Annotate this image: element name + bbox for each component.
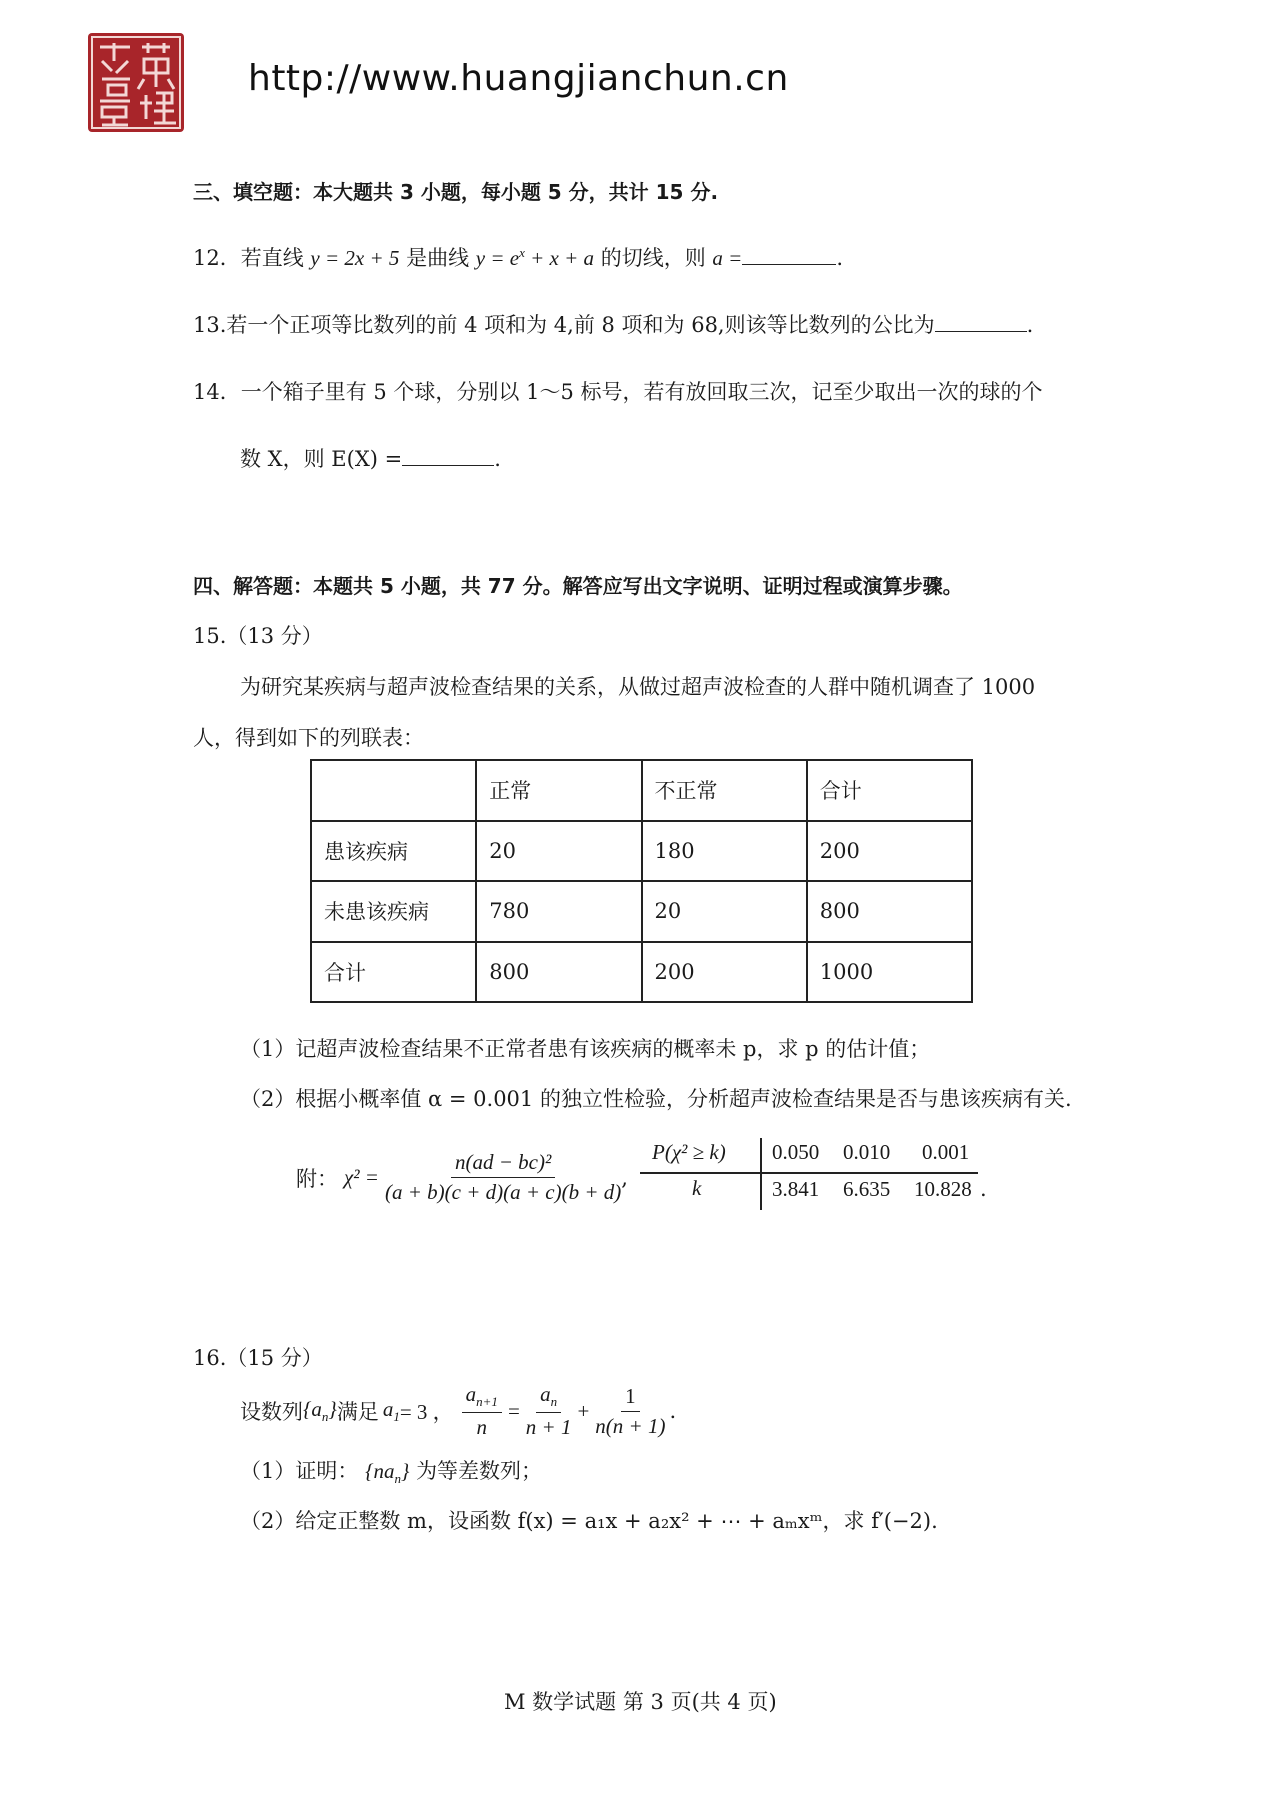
table-header-cell: 合计: [807, 760, 972, 821]
k-value-2: 6.635: [843, 1177, 891, 1201]
q12-text-1: 若直线: [240, 246, 304, 270]
seal-glyphs: [88, 33, 184, 132]
q16-f2-den: n + 1: [525, 1415, 572, 1440]
q12-period: .: [836, 246, 844, 270]
q13-text: 13.若一个正项等比数列的前 4 项和为 4,前 8 项和为 68,则该等比数列的公比为: [193, 313, 935, 337]
q16-f1-den: n: [476, 1415, 488, 1440]
q15-header: 15.（13 分）: [193, 624, 323, 648]
q15-intro-line-2: 人，得到如下的列联表：: [193, 726, 424, 750]
q16-plus: +: [577, 1398, 590, 1423]
q16-seq-close: }: [328, 1397, 337, 1421]
q16-part-1: [240, 1455, 542, 1487]
k-label: k: [692, 1176, 702, 1200]
q16-part-2: （2）给定正整数 m，设函数 f(x) = a₁x + a₂x² + ⋯ + aₘxᵐ，求 f′(−2).: [240, 1509, 938, 1533]
q16-part1-text-1: （1）证明：: [240, 1459, 359, 1483]
q13-period: .: [1026, 313, 1034, 337]
k-value-3: 10.828: [914, 1177, 972, 1201]
question-12: [193, 242, 843, 272]
q16-f3-num: 1: [621, 1384, 640, 1412]
q12-variable: a =: [712, 246, 743, 270]
q12-curve-part-2: + x + a: [524, 246, 595, 270]
chi-square-formula: 附： χ² = $\frac{\text{n(ad − bc)²}}{(a + b)(c + d)(a + c)(b + d)}$ ,: [296, 1150, 628, 1204]
table-cell: 合计: [311, 942, 476, 1003]
q12-text-2: 是曲线: [406, 246, 470, 270]
chi-square-fraction: [385, 1150, 621, 1205]
page-footer: M 数学试题 第 3 页(共 4 页): [504, 1690, 777, 1714]
table-cell: 800: [807, 881, 972, 942]
q16-sequence: [303, 1397, 337, 1425]
q16-f1-num-sub: n+1: [476, 1394, 498, 1410]
critical-table-divider-vertical: [760, 1138, 762, 1210]
q16-seq-open: {a: [303, 1397, 322, 1421]
q16-text-2: 满足: [336, 1400, 379, 1425]
p-label: P(χ² ≥ k): [652, 1140, 726, 1164]
q16-fraction-3: [595, 1384, 665, 1439]
website-url[interactable]: http://www.huangjianchun.cn: [248, 58, 789, 99]
q16-equals: =: [507, 1398, 520, 1423]
q15-intro-line-1: 为研究某疾病与超声波检查结果的关系，从做过超声波检查的人群中随机调查了 1000: [240, 675, 1036, 699]
q16-part1-text-2: 为等差数列；: [416, 1459, 543, 1483]
table-header-cell: 不正常: [642, 760, 807, 821]
chi-square-lhs: χ² =: [344, 1165, 379, 1189]
question-14-line-1: 14．一个箱子里有 5 个球，分别以 1～5 标号，若有放回取三次，记至少取出一次的球的个: [193, 380, 1043, 404]
q16-seq-sub: n: [321, 1409, 329, 1425]
p-value-2: 0.010: [843, 1140, 891, 1164]
q14-period: .: [494, 447, 501, 471]
formula-end-period: .: [980, 1177, 987, 1201]
p-value-3: 0.001: [922, 1140, 970, 1164]
q16-a1-value: = 3 ，: [399, 1400, 454, 1425]
table-cell: 780: [476, 881, 641, 942]
q16-fraction-1: [462, 1382, 502, 1440]
section-3-heading: 三、填空题：本大题共 3 小题，每小题 5 分，共计 15 分.: [193, 180, 719, 204]
chi-square-denominator: (a + b)(c + d)(a + c)(b + d): [384, 1180, 622, 1204]
table-cell: 200: [807, 821, 972, 882]
q16-f1-num: a: [465, 1382, 477, 1406]
table-header-cell: [311, 760, 476, 821]
q15-part-2: （2）根据小概率值 α = 0.001 的独立性检验，分析超声波检查结果是否与患该疾病有关.: [240, 1087, 1072, 1111]
q16-f3-den: n(n + 1): [595, 1413, 666, 1438]
q12-text-3: 的切线，则: [600, 246, 706, 270]
q16-statement: [240, 1382, 676, 1440]
q14-text-2: 数 X，则 E(X) =: [240, 447, 403, 471]
q16-fraction-2: [526, 1382, 572, 1440]
q16-part1-seq-sub: n: [394, 1471, 401, 1487]
contingency-table: [310, 759, 973, 1003]
table-cell: 1000: [807, 942, 972, 1003]
q16-initial: [383, 1397, 400, 1425]
q12-number: 12．: [193, 246, 241, 270]
table-row: [311, 881, 972, 942]
q12-answer-blank[interactable]: [742, 263, 836, 265]
seal-logo: [88, 33, 184, 132]
table-header-cell: 正常: [476, 760, 641, 821]
q16-part1-seq: {na: [365, 1459, 395, 1483]
table-row: [311, 821, 972, 882]
question-14-line-2: [240, 443, 501, 473]
table-cell: 180: [642, 821, 807, 882]
table-cell: 800: [476, 942, 641, 1003]
q13-answer-blank[interactable]: [935, 330, 1027, 332]
q12-curve-equation: [476, 246, 594, 270]
section-4-heading: 四、解答题：本题共 5 小题，共 77 分。解答应写出文字说明、证明过程或演算步骤。: [193, 574, 963, 598]
q12-line-equation: y = 2x + 5: [310, 246, 400, 270]
table-cell: 200: [642, 942, 807, 1003]
q16-f2-num-sub: n: [550, 1394, 558, 1410]
table-cell: 患该疾病: [311, 821, 476, 882]
appendix-label: 附：: [296, 1166, 338, 1191]
q16-f2-num: a: [540, 1382, 551, 1406]
q12-exponent: x: [519, 245, 525, 260]
q15-part-1: （1）记超声波检查结果不正常者患有该疾病的概率未 p，求 p 的估计值；: [240, 1037, 931, 1061]
q16-a1: a: [382, 1397, 394, 1421]
q16-a1-sub: 1: [393, 1409, 400, 1425]
q16-text-1: 设数列: [240, 1400, 303, 1425]
chi-square-numerator: n(ad − bc)²: [451, 1150, 555, 1178]
k-value-1: 3.841: [772, 1177, 820, 1201]
table-header-row: [311, 760, 972, 821]
q12-curve-part-1: y = e: [475, 246, 520, 270]
table-cell: 20: [642, 881, 807, 942]
q14-answer-blank[interactable]: [402, 464, 494, 466]
critical-table-divider-horizontal: [640, 1172, 978, 1174]
p-value-1: 0.050: [772, 1140, 820, 1164]
table-cell: 未患该疾病: [311, 881, 476, 942]
q16-part1-seq-close: }: [400, 1459, 410, 1483]
q16-period: .: [669, 1399, 677, 1424]
question-13: [193, 309, 1033, 339]
table-row: [311, 942, 972, 1003]
table-cell: 20: [476, 821, 641, 882]
q16-header: 16.（15 分）: [193, 1346, 323, 1370]
